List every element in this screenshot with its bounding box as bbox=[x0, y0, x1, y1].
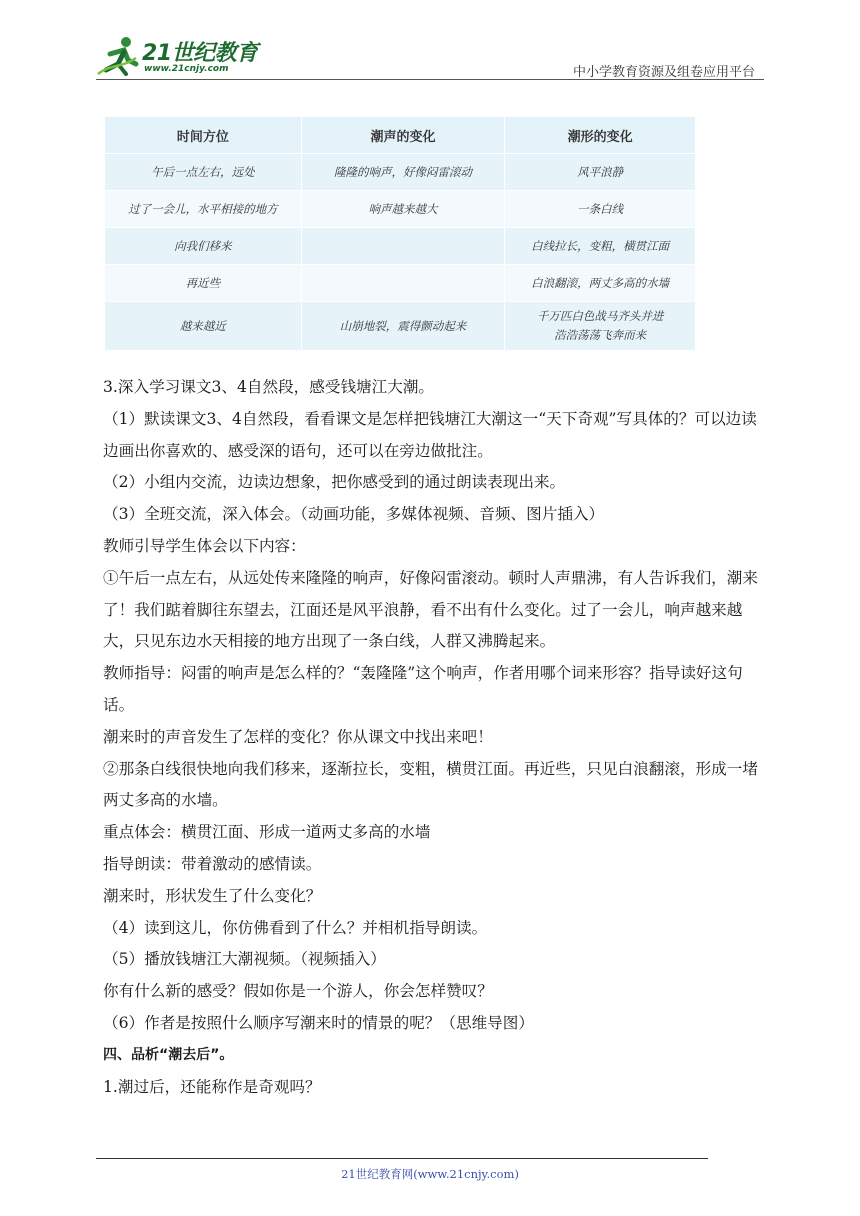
paragraph: ①午后一点左右，从远处传来隆隆的响声，好像闷雷滚动。顿时人声鼎沸，有人告诉我们，潮来了！我们踮着脚往东望去，江面还是风平浪静，看不出有什么变化。过了一会儿，响声越来越大，只见东边水天相接的地方出现了一条白线，人群又沸腾起来。 bbox=[103, 568, 758, 651]
table-cell: 再近些 bbox=[105, 265, 302, 302]
section-heading: 四、品析“潮去后”。 bbox=[103, 1046, 234, 1063]
table-cell: 过了一会儿，水平相接的地方 bbox=[105, 191, 302, 228]
table-header-row bbox=[105, 117, 696, 154]
table-cell bbox=[301, 265, 505, 302]
paragraph: 重点体会：横贯江面、形成一道两丈多高的水墙 bbox=[103, 823, 431, 842]
table-cell bbox=[301, 228, 505, 265]
paragraph: （2）小组内交流，边读边想象，把你感受到的通过朗读表现出来。 bbox=[103, 473, 566, 492]
table-cell: 向我们移来 bbox=[105, 228, 302, 265]
table-cell bbox=[505, 302, 696, 351]
paragraph: 1.潮过后，还能称作是奇观吗？ bbox=[103, 1077, 321, 1096]
paragraph: 指导朗读：带着激动的感情读。 bbox=[103, 854, 322, 873]
tide-change-table bbox=[104, 116, 696, 351]
table-header-cell: 时间方位 bbox=[105, 117, 302, 154]
table-cell: 风平浪静 bbox=[505, 154, 696, 191]
table-cell: 越来越近 bbox=[105, 302, 302, 351]
table-cell: 白浪翻滚，两丈多高的水墙 bbox=[505, 265, 696, 302]
platform-name: 中小学教育资源及组卷应用平台 bbox=[572, 65, 755, 80]
table-row bbox=[105, 191, 696, 228]
table-row bbox=[105, 265, 696, 302]
table-cell: 白线拉长，变粗，横贯江面 bbox=[505, 228, 696, 265]
table-cell: 隆隆的响声，好像闷雷滚动 bbox=[301, 154, 505, 191]
table-cell: 午后一点左右，远处 bbox=[105, 154, 302, 191]
paragraph: （1）默读课文3、4自然段，看看课文是怎样把钱塘江大潮这一“天下奇观”写具体的？可以边读边画出你喜欢的、感受深的语句，还可以在旁边做批注。 bbox=[103, 409, 757, 460]
paragraph: （3）全班交流，深入体会。（动画功能，多媒体视频、音频、图片插入） bbox=[103, 505, 605, 524]
paragraph: （5）播放钱塘江大潮视频。（视频插入） bbox=[103, 950, 386, 969]
paragraph: 教师引导学生体会以下内容： bbox=[103, 536, 306, 555]
table-header-cell: 潮形的变化 bbox=[505, 117, 696, 154]
page-header bbox=[0, 0, 860, 84]
logo-text: 21世纪教育 bbox=[142, 41, 258, 66]
paragraph: 教师指导：闷雷的响声是怎么样的？“轰隆隆”这个响声，作者用哪个词来形容？指导读好这句话。 bbox=[103, 664, 743, 714]
paragraph: 潮来时，形状发生了什么变化？ bbox=[103, 886, 322, 905]
runner-logo-icon bbox=[96, 34, 140, 78]
section-heading: 3.深入学习课文3、4自然段，感受钱塘江大潮。 bbox=[103, 378, 435, 396]
paragraph: （6）作者是按照什么顺序写潮来时的情景的呢？（思维导图） bbox=[103, 1013, 534, 1032]
paragraph: ②那条白线很快地向我们移来，逐渐拉长，变粗，横贯江面。再近些，只见白浪翻滚，形成一堵两丈多高的水墙。 bbox=[103, 759, 758, 810]
paragraph: 潮来时的声音发生了怎样的变化？你从课文中找出来吧！ bbox=[103, 727, 493, 746]
table-row bbox=[105, 228, 696, 265]
table-header-cell: 潮声的变化 bbox=[301, 117, 505, 154]
site-logo[interactable] bbox=[96, 34, 266, 78]
table-cell: 响声越来越大 bbox=[301, 191, 505, 228]
footer-divider bbox=[96, 1158, 708, 1159]
lesson-content bbox=[103, 372, 763, 1103]
table-cell: 一条白线 bbox=[505, 191, 696, 228]
paragraph: （4）读到这儿，你仿佛看到了什么？并相机指导朗读。 bbox=[103, 918, 488, 937]
paragraph: 你有什么新的感受？假如你是一个游人，你会怎样赞叹？ bbox=[103, 982, 493, 1001]
table-row bbox=[105, 154, 696, 191]
table-row bbox=[105, 302, 696, 351]
header-divider bbox=[96, 79, 764, 80]
logo-url: www.21cnjy.com bbox=[144, 64, 229, 74]
table-cell-line: 浩浩荡荡飞奔而来 bbox=[554, 328, 647, 342]
footer-link[interactable]: 21世纪教育网(www.21cnjy.com) bbox=[341, 1167, 519, 1181]
table-cell: 山崩地裂，震得颤动起来 bbox=[301, 302, 505, 351]
table-cell-line: 千万匹白色战马齐头并进 bbox=[536, 309, 664, 323]
